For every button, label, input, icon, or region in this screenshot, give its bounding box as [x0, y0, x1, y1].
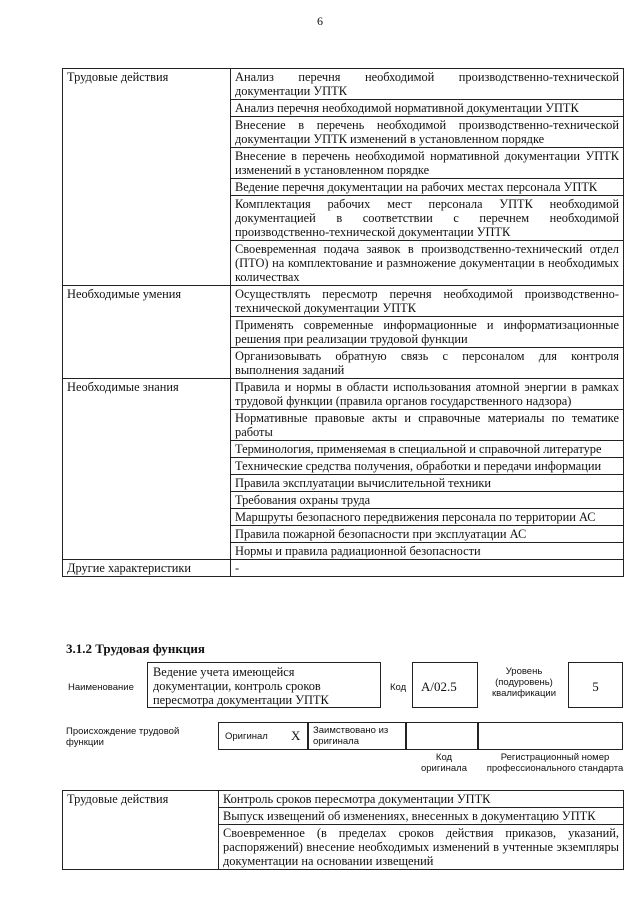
table-cell: Комплектация рабочих мест персонала УПТК необходимой документацией в соответствии с перечнем необходимой производственно-технической документации УПТК	[231, 196, 624, 241]
table-cell: Терминология, применяемая в специальной и справочной литературе	[231, 441, 624, 458]
row-group-label: Необходимые знания	[63, 379, 231, 560]
table-cell: Ведение перечня документации на рабочих местах персонала УПТК	[231, 179, 624, 196]
table-cell: Правила и нормы в области использования атомной энергии в рамках трудовой функции (правила органов государственного надзора)	[231, 379, 624, 410]
level-label: Уровень (подуровень) квалификации	[491, 666, 557, 699]
level-value: 5	[592, 679, 599, 694]
row-group-label: Необходимые умения	[63, 286, 231, 379]
table-cell: Анализ перечня необходимой производственно-технической документации УПТК	[231, 69, 624, 100]
table-cell: Осуществлять пересмотр перечня необходимой производственно-технической документации УПТК	[231, 286, 624, 317]
function-name-box	[147, 662, 381, 708]
original-box	[218, 722, 308, 750]
table-cell: -	[231, 560, 624, 577]
code-value: A/02.5	[421, 679, 457, 694]
code-original-label: Код оригинала	[420, 752, 467, 774]
table-row	[63, 791, 624, 808]
table-cell: Организовывать обратную связь с персоналом для контроля выполнения заданий	[231, 348, 624, 379]
table-row	[63, 379, 624, 410]
table-cell: Анализ перечня необходимой нормативной документации УПТК	[231, 100, 624, 117]
table-cell: Внесение в перечень необходимой нормативной документации УПТК изменений в установленном порядке	[231, 148, 624, 179]
function-name-value: Ведение учета имеющейся документации, контроль сроков пересмотра документации УПТК	[153, 665, 329, 707]
table-cell: Правила пожарной безопасности при эксплуатации АС	[231, 526, 624, 543]
requirements-table	[62, 68, 624, 577]
table-cell: Своевременное (в пределах сроков действия приказов, указаний, распоряжений) внесение необходимых изменений в учтенные экземпляры документации на основании извещений	[219, 825, 624, 870]
table-cell: Внесение в перечень необходимой производственно-технической документации УПТК изменений в установленном порядке	[231, 117, 624, 148]
page-number: 6	[317, 14, 323, 28]
level-box	[568, 662, 623, 708]
name-label: Наименование	[68, 682, 134, 693]
table-row	[63, 286, 624, 317]
table-cell: Своевременная подача заявок в производственно-технический отдел (ПТО) на комплектование и размножение документации в необходимых количествах	[231, 241, 624, 286]
row-group-label: Трудовые действия	[63, 791, 219, 870]
section-title: 3.1.2 Трудовая функция	[66, 641, 205, 656]
code-original-box	[406, 722, 478, 750]
row-group-label: Другие характеристики	[63, 560, 231, 577]
reg-number-label: Регистрационный номер профессионального стандарта	[486, 752, 624, 774]
table-row	[63, 69, 624, 100]
row-group-label: Трудовые действия	[63, 69, 231, 286]
table-cell: Выпуск извещений об изменениях, внесенных в документацию УПТК	[219, 808, 624, 825]
table-cell: Контроль сроков пересмотра документации УПТК	[219, 791, 624, 808]
table-cell: Маршруты безопасного передвижения персонала по территории АС	[231, 509, 624, 526]
table-cell: Правила эксплуатации вычислительной техники	[231, 475, 624, 492]
table-cell: Технические средства получения, обработки и передачи информации	[231, 458, 624, 475]
table-cell: Нормы и правила радиационной безопасности	[231, 543, 624, 560]
borrowed-box	[308, 722, 406, 750]
original-mark: X	[291, 728, 301, 743]
reg-number-box	[478, 722, 623, 750]
borrowed-label: Заимствовано из оригинала	[313, 725, 389, 747]
table-cell: Нормативные правовые акты и справочные материалы по тематике работы	[231, 410, 624, 441]
code-box	[412, 662, 478, 708]
table-cell: Требования охраны труда	[231, 492, 624, 509]
table-cell: Применять современные информационные и информатизационные решения при реализации трудовой функции	[231, 317, 624, 348]
code-label: Код	[390, 682, 407, 693]
work-actions-table	[62, 790, 624, 870]
origin-label: Происхождение трудовой функции	[66, 726, 180, 748]
table-row	[63, 560, 624, 577]
original-label: Оригинал	[225, 731, 268, 742]
